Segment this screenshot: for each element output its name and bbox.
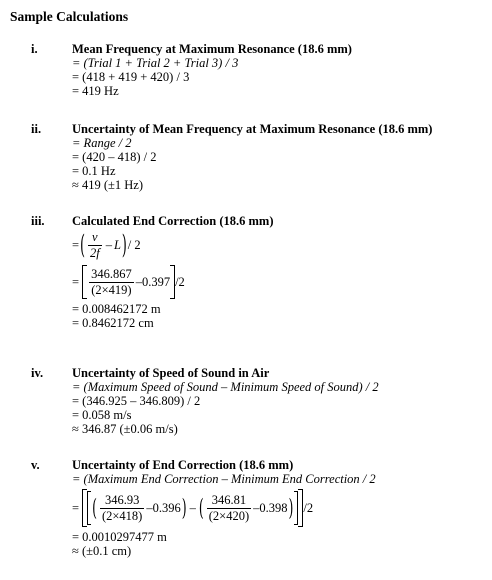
section-numeral: v.	[31, 458, 40, 472]
fraction-max: $\frac{346.93}{(2\times 418)}$	[101, 492, 143, 523]
section-numeral: ii.	[31, 122, 42, 136]
section-numeral: iii.	[31, 214, 45, 228]
calc-line: = (420 – 418) / 2	[72, 150, 157, 164]
section-numeral: i.	[31, 42, 38, 56]
formula-line: = (Maximum End Correction – Minimum End Correction / 2	[72, 472, 376, 486]
calc-line: = (418 + 419 + 420) / 3	[72, 70, 190, 84]
result-line: = 0.1 Hz	[72, 164, 116, 178]
fraction: $\frac{v}{2f}$	[89, 229, 100, 260]
rounded-result-line: ≈ 346.87 (±0.06 m/s)	[72, 422, 178, 436]
rounded-result-line: ≈ 419 (±1 Hz)	[72, 178, 143, 192]
fraction-min: $\frac{346.81}{(2\times 420)}$	[208, 492, 250, 523]
section-heading: Uncertainty of Mean Frequency at Maximum Resonance (18.6 mm)	[72, 122, 433, 136]
formula-line: = (Maximum Speed of Sound – Minimum Speed of Sound) / 2	[72, 380, 379, 394]
result-line: = 0.008462172 m	[72, 302, 161, 316]
rounded-result-line: ≈ (±0.1 cm)	[72, 544, 132, 558]
formula-line: = (Trial 1 + Trial 2 + Trial 3) / 3	[72, 56, 239, 70]
end-correction-formula: = ( $\frac{v}{2f}$ – L ) / 2	[72, 228, 141, 260]
section-heading: Mean Frequency at Maximum Resonance (18.6 mm)	[72, 42, 352, 56]
fraction: $\frac{346.867}{(2\times 419)}$	[91, 266, 132, 297]
section-heading: Uncertainty of End Correction (18.6 mm)	[72, 458, 294, 472]
end-correction-uncertainty-substitution: = ( $\frac{346.93}{(2\times 418)}$ –0.396 ) – ( $\frac{346.81}{(2\times 420)}$ –0.398 ) /2	[72, 486, 487, 530]
end-correction-substitution: = $\frac{346.867}{(2\times 419)}$ –0.397 /2	[72, 262, 487, 302]
document-title: Sample Calculations	[10, 9, 129, 24]
result-line: = 0.0010297477 m	[72, 530, 167, 544]
section-numeral: iv.	[31, 366, 44, 380]
result-line: = 0.058 m/s	[72, 408, 132, 422]
calc-line: = (346.925 – 346.809) / 2	[72, 394, 201, 408]
formula-line: = Range / 2	[72, 136, 132, 150]
section-heading: Uncertainty of Speed of Sound in Air	[72, 366, 270, 380]
section-heading: Calculated End Correction (18.6 mm)	[72, 214, 274, 228]
result-line: = 419 Hz	[72, 84, 119, 98]
result-line-cm: = 0.8462172 cm	[72, 316, 154, 330]
